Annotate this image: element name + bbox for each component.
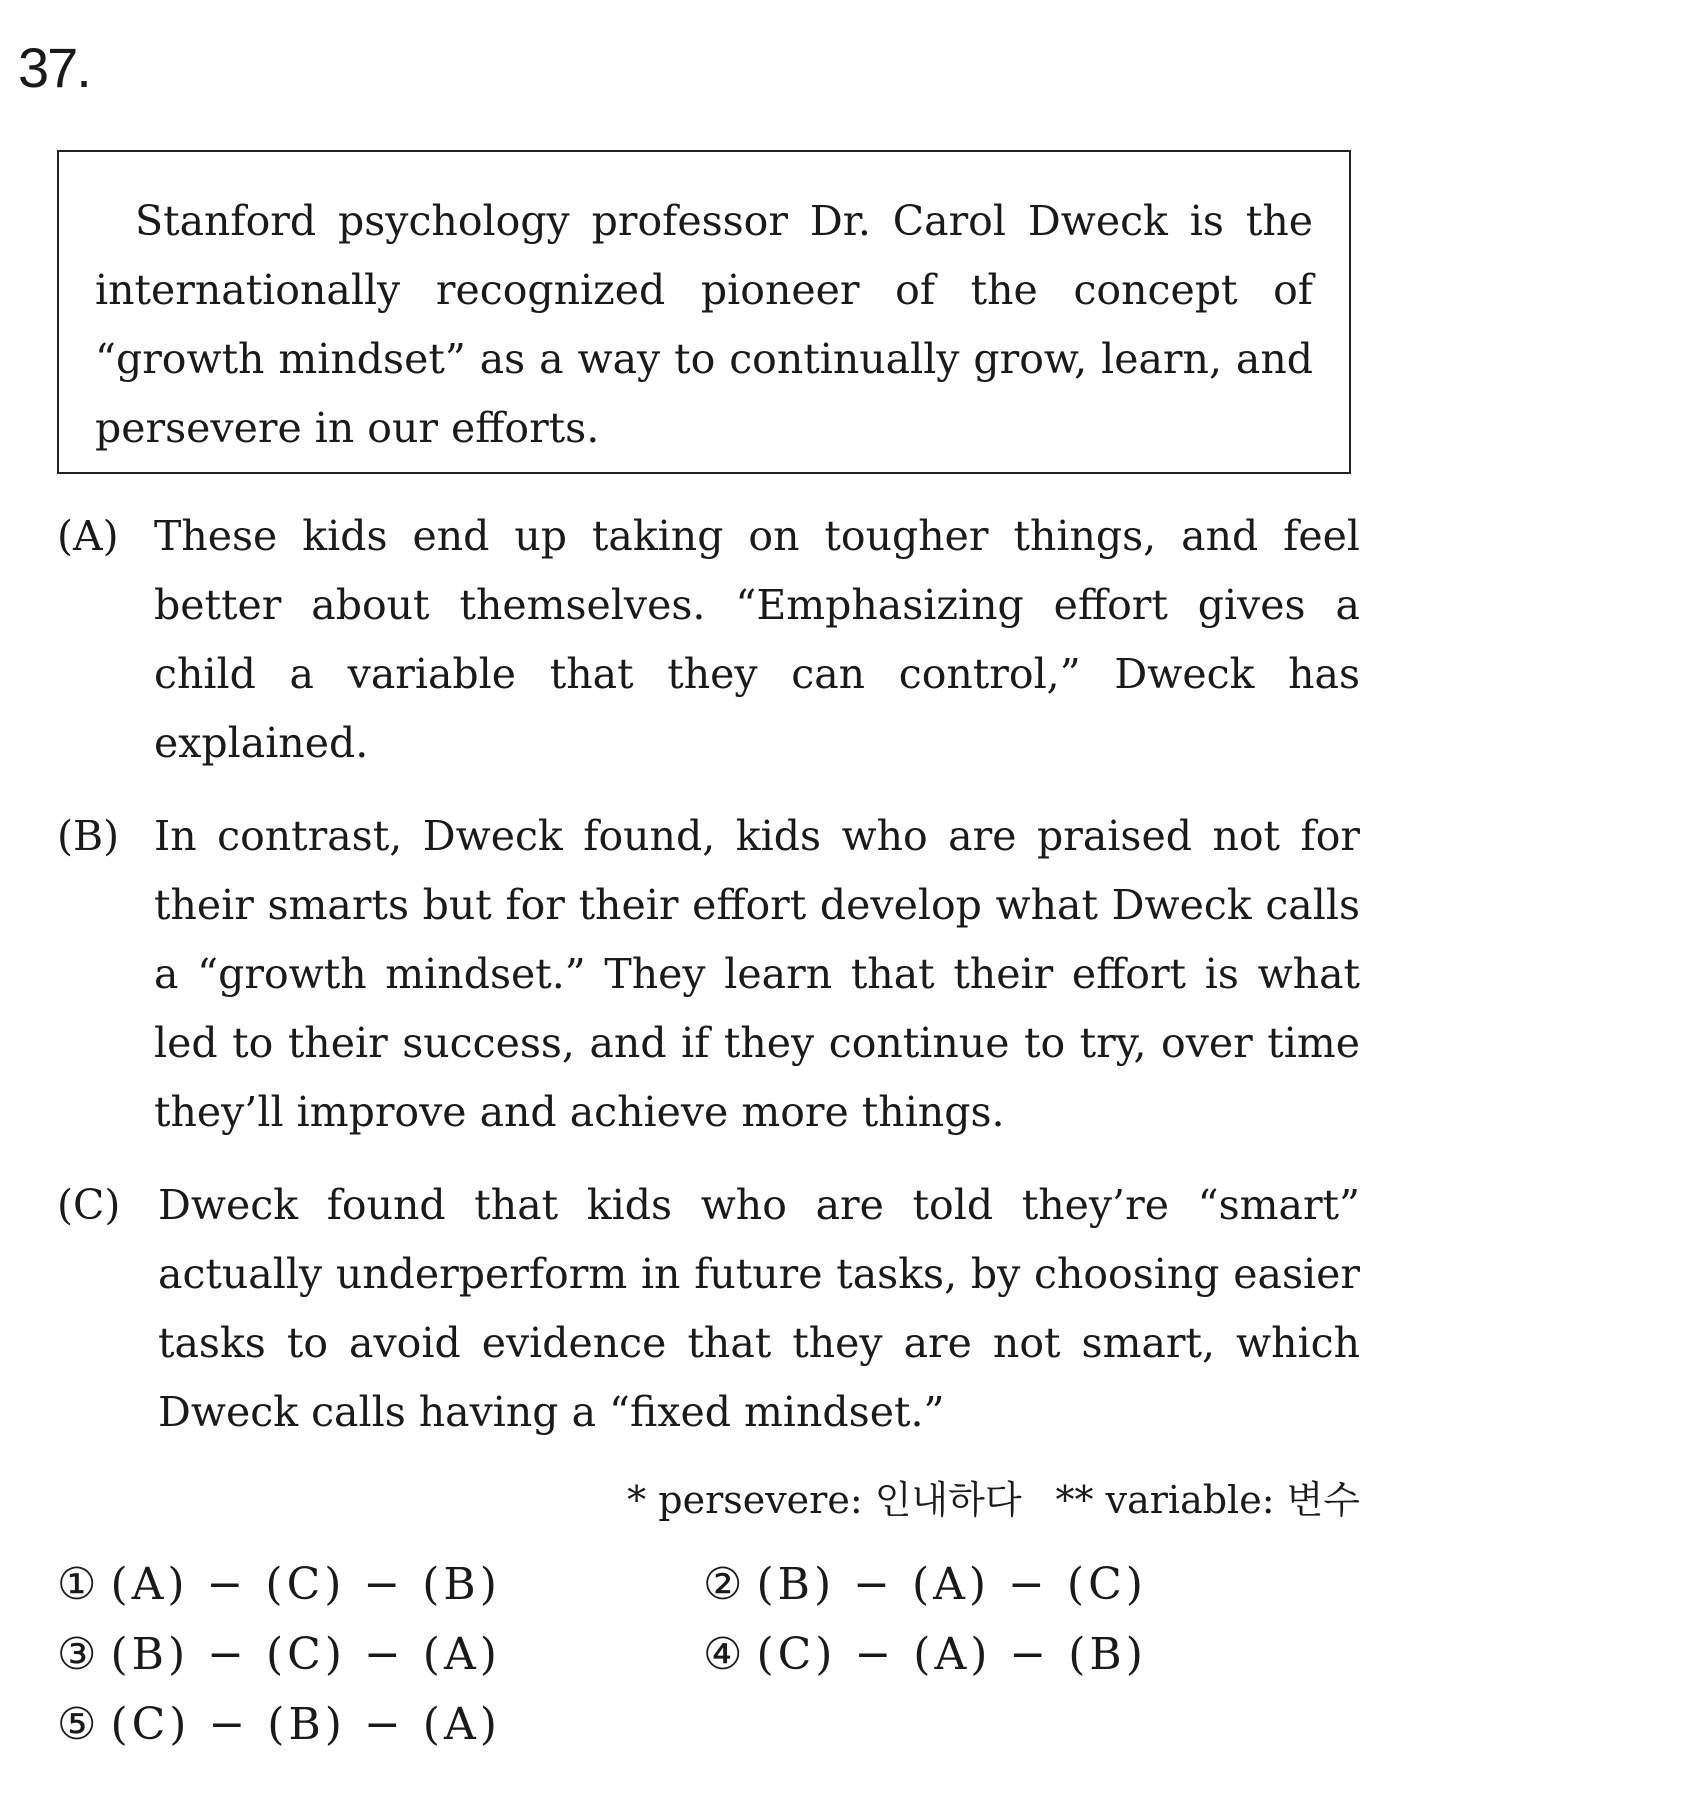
item-a <box>57 502 1360 778</box>
option-text: (B) − (C) − (A) <box>110 1629 501 1680</box>
question-number: 37. <box>18 36 90 99</box>
item-c <box>57 1171 1360 1447</box>
item-b <box>57 802 1360 1147</box>
item-b-label: (B) <box>57 812 120 860</box>
footnote-variable: ** variable: 변수 <box>1055 1478 1360 1522</box>
given-passage-text: Stanford psychology professor Dr. Carol Dweck is the internationally recognized pioneer of the concept of “growth mindset” as a way to continually grow, learn, and persevere in our efforts. <box>95 197 1313 452</box>
answer-option-3[interactable] <box>57 1625 501 1685</box>
footnote-persevere: * persevere: 인내하다 <box>627 1478 1022 1522</box>
option-text: (C) − (B) − (A) <box>110 1699 501 1750</box>
option-marker: ④ <box>703 1629 747 1680</box>
option-marker: ① <box>57 1559 101 1610</box>
answer-option-4[interactable] <box>703 1625 1147 1685</box>
option-marker: ③ <box>57 1629 101 1680</box>
item-a-text: These kids end up taking on tougher things, and feel better about themselves. “Emphasizing effort gives a child a variable that they can control,” Dweck has explained. <box>154 512 1360 767</box>
given-passage-box <box>57 150 1351 474</box>
footnotes <box>627 1470 1360 1530</box>
item-a-label: (A) <box>57 512 119 560</box>
option-text: (C) − (A) − (B) <box>756 1629 1147 1680</box>
option-marker: ⑤ <box>57 1699 101 1750</box>
item-b-text: In contrast, Dweck found, kids who are praised not for their smarts but for their effort develop what Dweck calls a “growth mindset.” They learn that their effort is what led to their success, and if they continue to try, over time they’ll improve and achieve more things. <box>154 812 1360 1136</box>
answer-option-5[interactable] <box>57 1695 501 1755</box>
option-text: (A) − (C) − (B) <box>110 1559 501 1610</box>
option-text: (B) − (A) − (C) <box>756 1559 1147 1610</box>
item-c-label: (C) <box>57 1181 121 1229</box>
answer-option-2[interactable] <box>703 1555 1147 1615</box>
option-marker: ② <box>703 1559 747 1610</box>
answer-option-1[interactable] <box>57 1555 501 1615</box>
item-c-text: Dweck found that kids who are told they’re “smart” actually underperform in future tasks, by choosing easier tasks to avoid evidence that they are not smart, which Dweck calls having a “fixed mindset.” <box>158 1181 1360 1436</box>
